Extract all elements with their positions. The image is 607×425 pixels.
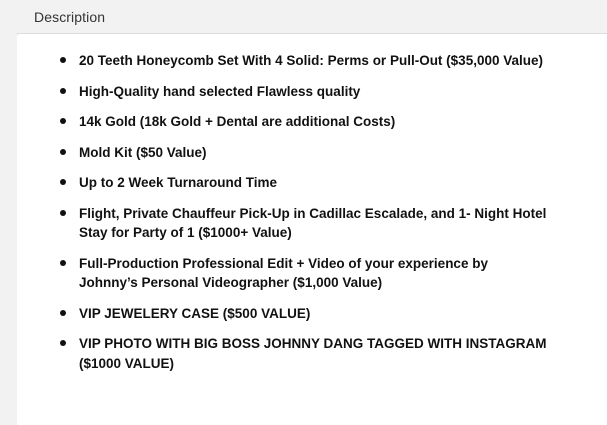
page-title: Description xyxy=(34,9,106,25)
list-item xyxy=(79,82,549,102)
list-item xyxy=(79,304,549,324)
bullet-icon xyxy=(60,179,66,185)
list-item-text: Full-Production Professional Edit + Video of your experience by Johnny’s Personal Videographer ($1,000 Value) xyxy=(79,255,488,290)
bullet-icon xyxy=(60,118,66,124)
list-item-text: High-Quality hand selected Flawless quality xyxy=(79,83,361,99)
list-item xyxy=(79,143,549,163)
bullet-icon xyxy=(60,149,66,155)
list-item-text: VIP PHOTO WITH BIG BOSS JOHNNY DANG TAGGED WITH INSTAGRAM ($1000 VALUE) xyxy=(79,336,547,371)
bullet-icon xyxy=(60,210,66,216)
bullet-icon xyxy=(60,310,66,316)
list-item xyxy=(79,51,549,71)
list-item xyxy=(79,204,549,243)
list-item xyxy=(79,173,549,193)
list-item-text: Flight, Private Chauffeur Pick-Up in Cadillac Escalade, and 1- Night Hotel Stay for Party of 1 ($1000+ Value) xyxy=(79,205,547,240)
list-item xyxy=(79,254,549,293)
description-content xyxy=(17,35,607,425)
bullet-icon xyxy=(60,57,66,63)
bullet-icon xyxy=(60,340,66,346)
list-item xyxy=(79,334,549,373)
description-header xyxy=(17,0,607,34)
list-item-text: VIP JEWELERY CASE ($500 VALUE) xyxy=(79,305,311,321)
left-rail xyxy=(0,0,18,425)
list-item-text: 20 Teeth Honeycomb Set With 4 Solid: Perms or Pull-Out ($35,000 Value) xyxy=(79,53,543,68)
list-item-text: Up to 2 Week Turnaround Time xyxy=(79,175,278,190)
bullet-icon xyxy=(60,88,66,94)
list-item-text: 14k Gold (18k Gold + Dental are additional Costs) xyxy=(79,114,396,129)
bullet-icon xyxy=(60,260,66,266)
list-item-text: Mold Kit ($50 Value) xyxy=(79,144,207,160)
description-list xyxy=(17,35,607,373)
list-item xyxy=(79,112,549,132)
